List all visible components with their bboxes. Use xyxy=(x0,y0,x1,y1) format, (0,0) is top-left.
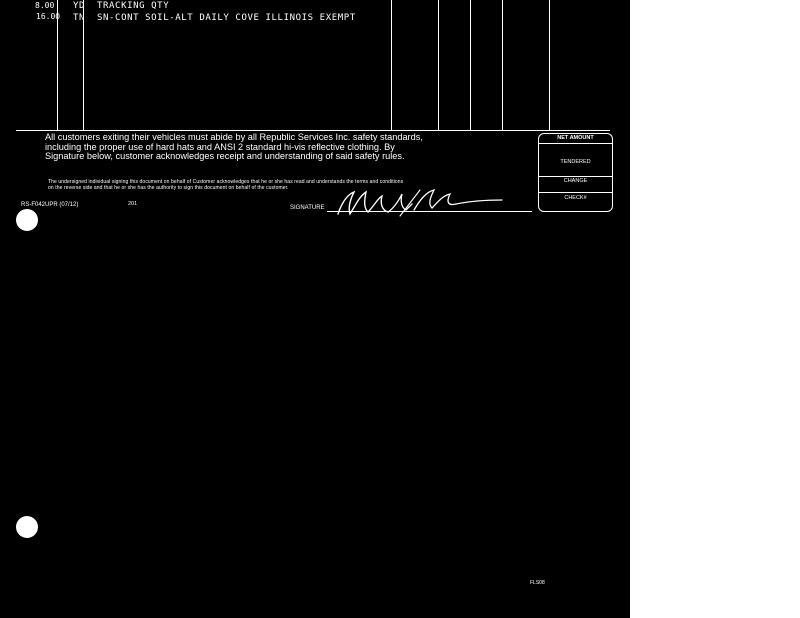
table-column-line xyxy=(438,0,439,130)
table-column-line xyxy=(549,0,550,130)
punch-hole xyxy=(16,209,38,231)
footer-code: FLS08 xyxy=(530,580,545,586)
payment-box-rule xyxy=(539,192,612,193)
payment-box xyxy=(538,133,613,212)
line-qty: 16.00 xyxy=(36,12,61,21)
tendered-label: TENDERED xyxy=(560,159,591,165)
change-label: CHANGE xyxy=(563,178,588,184)
check-number-label: CHECK# xyxy=(564,195,587,201)
payment-box-rule xyxy=(539,176,612,177)
line-unit: YD xyxy=(73,1,86,11)
form-number: RS-F042UPR (07/12) xyxy=(21,202,79,208)
safety-notice-line: All customers exiting their vehicles must abide by all Republic Services Inc. safety standards, xyxy=(45,132,423,142)
table-column-line xyxy=(470,0,471,130)
punch-hole xyxy=(16,516,38,538)
handwritten-signature xyxy=(330,184,510,220)
signature-label: SIGNATURE xyxy=(290,205,325,211)
safety-notice-line: Signature below, customer acknowledges receipt and understanding of said safety rules. xyxy=(45,151,405,162)
payment-box-rule xyxy=(539,143,612,144)
fine-print-line: on the reverse side and that he or she has the authority to sign this document on behalf of the customer. xyxy=(48,185,289,191)
safety-notice-line: including the proper use of hard hats and ANSI 2 standard hi-vis reflective clothing. By xyxy=(45,141,395,152)
net-amount-label: NET AMOUNT xyxy=(557,135,594,141)
table-column-line xyxy=(391,0,392,130)
table-bottom-border xyxy=(16,130,610,131)
line-unit: TN xyxy=(73,13,86,23)
line-description: TRACKING QTY xyxy=(97,1,170,11)
line-description: SN-CONT SOIL-ALT DAILY COVE ILLINOIS EXEMPT xyxy=(97,13,356,23)
line-qty: 8.00 xyxy=(35,1,55,10)
safety-notice xyxy=(45,133,423,162)
form-code: 201 xyxy=(128,201,138,207)
fine-print-line: The undersigned individual signing this document on behalf of Customer acknowledges that he or she has read and understands the terms and conditions xyxy=(48,179,404,185)
table-column-line xyxy=(502,0,503,130)
